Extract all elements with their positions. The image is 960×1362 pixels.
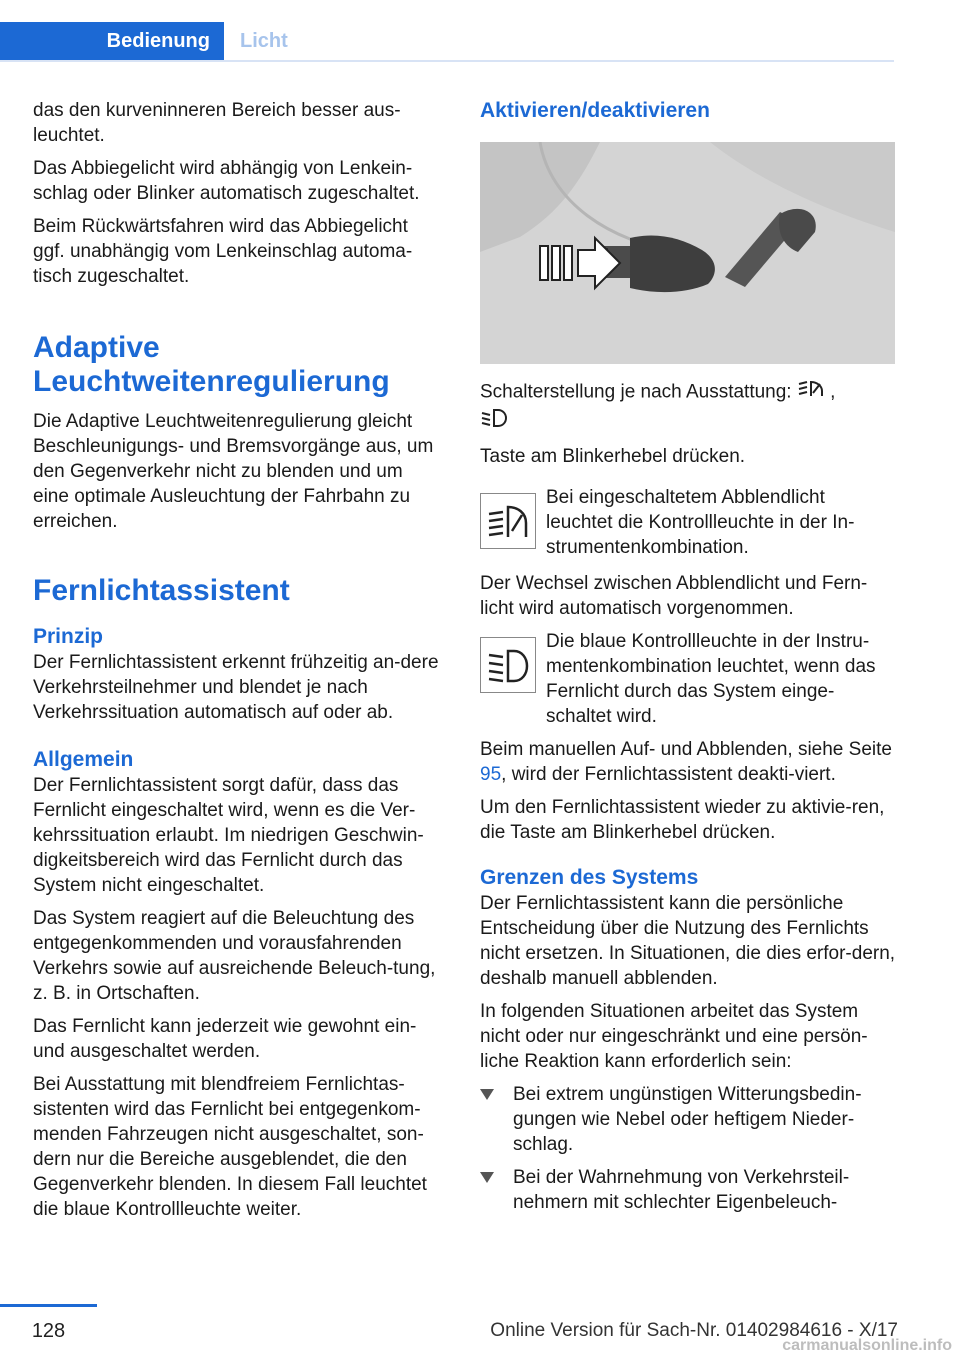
online-version-text: Online Version für Sach-Nr. 01402984616 - X/17 <box>490 1320 898 1341</box>
paragraph: Beim Rückwärtsfahren wird das Abbiegelicht ggf. unabhängig vom Lenkeinschlag automa-tisch zugeschaltet. <box>33 216 413 287</box>
lever-photo <box>480 142 895 364</box>
paragraph: Das Fernlicht kann jederzeit wie gewohnt ein- und ausgeschaltet werden. <box>33 1016 417 1062</box>
paragraph-schalterstellung <box>480 378 896 436</box>
list-item-text: Bei extrem ungünstigen Witterungsbedin-gungen wie Nebel oder heftigem Nieder-schlag. <box>513 1084 862 1155</box>
paragraph: Der Wechsel zwischen Abblendlicht und Fern-licht wird automatisch vorgenommen. <box>480 573 868 619</box>
paragraph: In folgenden Situationen arbeitet das System nicht oder nur eingeschränkt und eine persön-liche Reaktion kann erforderlich sein: <box>480 1001 868 1072</box>
triangle-bullet-icon <box>480 1172 494 1183</box>
indicator-note-1 <box>480 485 896 563</box>
paragraph: Die Adaptive Leuchtweitenregulierung gleicht Beschleunigungs- und Bremsvorgänge aus, um den Gegenverkehr nicht zu blenden und um eine optimale Ausleuchtung der Fahrbahn zu erreichen. <box>33 411 434 532</box>
paragraph: Das System reagiert auf die Beleuchtung des entgegenkommenden und vorausfahrenden Verkehrs sowie auf ausreichende Beleuch-tung, z. B. in Ortschaften. <box>33 908 436 1004</box>
header-tabs <box>0 22 894 62</box>
paragraph: Der Fernlichtassistent erkennt frühzeitig an-dere Verkehrsteilnehmer und blendet je nach Verkehrssituation automatisch auf oder ab. <box>33 652 439 723</box>
manuell-text-end: , wird der Fernlichtassistent deakti-viert. <box>501 764 836 785</box>
note-text: Die blaue Kontrollleuchte in der Instru-mentenkombination leuchtet, wenn das Fernlicht durch das System einge-schaltet wird. <box>546 631 876 727</box>
indicator-box <box>480 493 536 549</box>
paragraph: Das Abbiegelicht wird abhängig von Lenkein-schlag oder Blinker automatisch zugeschaltet. <box>33 158 420 204</box>
low-beam-icon <box>486 645 530 685</box>
indicator-note-2 <box>480 629 896 729</box>
high-beam-assistant-icon <box>486 501 530 541</box>
tab-bedienung[interactable]: Bedienung <box>0 22 224 60</box>
indicator-box <box>480 637 536 693</box>
triangle-bullet-icon <box>480 1089 494 1100</box>
heading-grenzen: Grenzen des Systems <box>480 866 699 889</box>
list-item <box>480 1082 896 1157</box>
list-item <box>480 1165 896 1215</box>
paragraph: das den kurveninneren Bereich besser aus-leuchtet. <box>33 100 401 146</box>
paragraph: Bei Ausstattung mit blendfreiem Fernlichtas-sistenten wird das Fernlicht bei entgegenkom-menden Fahrzeugen nicht ausgeschaltet, son-dern nur die Bereiche ausgeblendet, die den Gegenverkehr blenden. In diesem Fall leuchtet die blaue Kontrollleuchte weiter. <box>33 1074 427 1220</box>
schalter-text: Schalterstellung je nach Ausstattung: <box>480 381 792 403</box>
page-link-95[interactable]: 95 <box>480 764 502 785</box>
paragraph: Der Fernlichtassistent sorgt dafür, dass das Fernlicht eingeschaltet wird, wenn es die Ver-kehrssituation erlaubt. Im niedrigen Geschwin-digkeitsbereich wird das Fernlicht durch das System nicht eingeschaltet. <box>33 775 424 896</box>
heading-fernlichtassistent: Fernlichtassistent <box>33 574 290 607</box>
turn-signal-lever-illustration <box>480 142 895 364</box>
left-column <box>33 98 443 1230</box>
heading-adaptive: Adaptive Leuchtweitenregulierung <box>33 331 390 398</box>
limitations-list <box>480 1082 896 1215</box>
list-item-text: Bei der Wahrnehmung von Verkehrsteil-nehmern mit schlechter Eigenbeleuch- <box>513 1167 850 1213</box>
right-column <box>480 98 896 1223</box>
paragraph: Um den Fernlichtassistent wieder zu aktivie-ren, die Taste am Blinkerhebel drücken. <box>480 797 885 843</box>
schalter-separator: , <box>830 381 836 403</box>
paragraph: Taste am Blinkerhebel drücken. <box>480 446 746 467</box>
high-beam-assistant-icon <box>797 378 825 407</box>
heading-aktivieren: Aktivieren/deaktivieren <box>480 99 710 122</box>
paragraph: Der Fernlichtassistent kann die persönliche Entscheidung über die Nutzung des Fernlichts nicht ersetzen. In Situationen, die dies erfor-dern, deshalb manuell abblenden. <box>480 893 896 989</box>
heading-prinzip: Prinzip <box>33 625 104 648</box>
low-beam-icon <box>480 407 508 436</box>
header-divider <box>0 60 894 62</box>
page-number: 128 <box>31 1320 66 1342</box>
tab-licht[interactable]: Licht <box>240 29 288 52</box>
heading-allgemein: Allgemein <box>33 748 134 771</box>
manuell-text: Beim manuellen Auf- und Abblenden, siehe Seite <box>480 739 892 760</box>
note-text: Bei eingeschaltetem Abblendlicht leuchtet die Kontrollleuchte in der In-strumentenkombination. <box>546 487 855 558</box>
footer-line <box>0 1304 97 1307</box>
watermark: carmanualsonline.info <box>782 1337 952 1354</box>
paragraph-manuell <box>480 737 896 787</box>
